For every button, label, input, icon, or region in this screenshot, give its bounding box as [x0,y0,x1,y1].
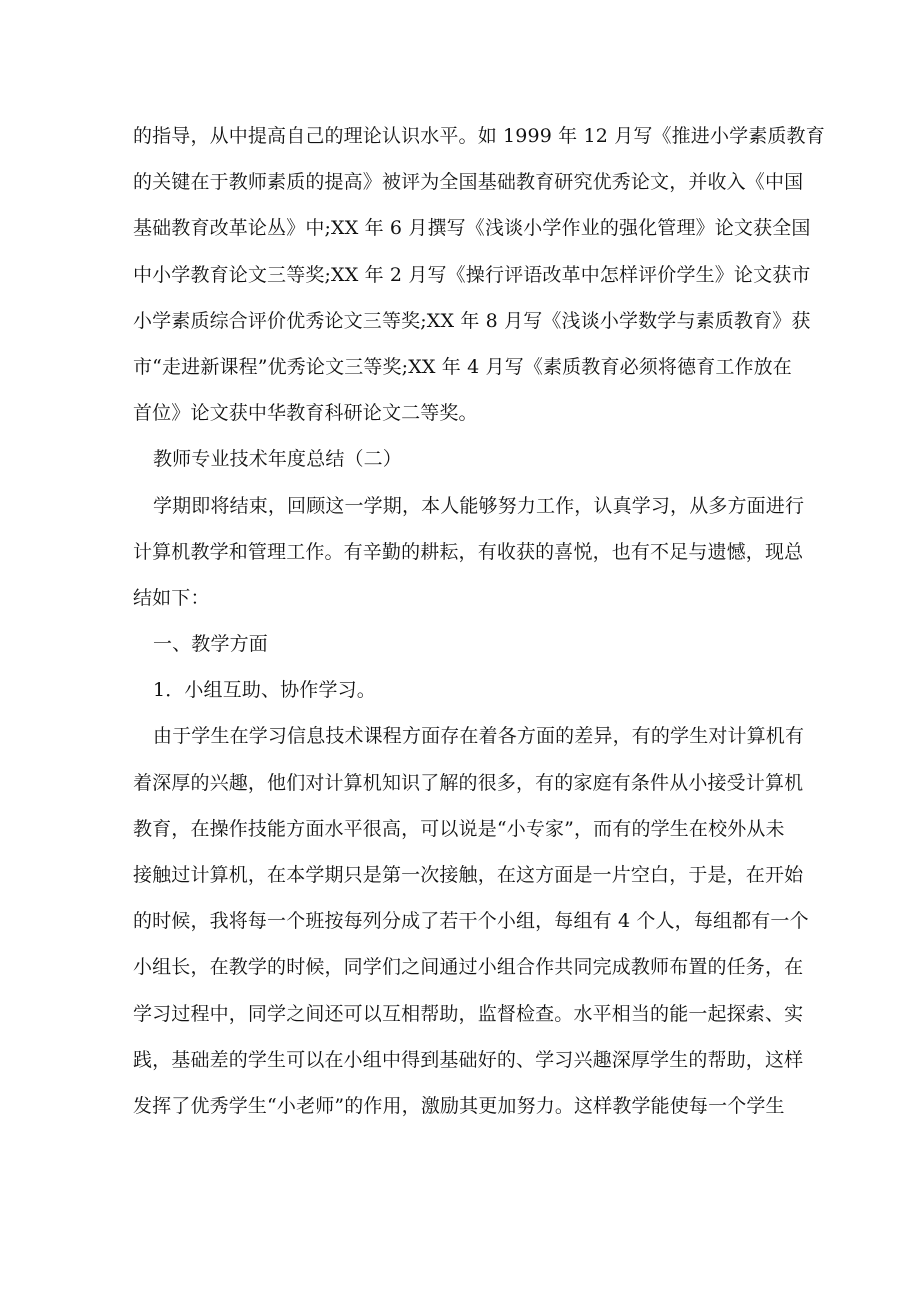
heading-text: 一、教学方面 [153,633,268,656]
text-line: 小组长，在教学的时候，同学们之间通过小组合作共同完成教师布置的任务，在 [133,956,804,979]
text-line: 基础教育改革论丛》中;XX 年 6 月撰写《浅谈小学作业的强化管理》论文获全国 [133,217,811,240]
text-line: 的关键在于教师素质的提高》被评为全国基础教育研究优秀论文，并收入《中国 [133,171,804,194]
text-line: 市“走进新课程”优秀论文三等奖;XX 年 4 月写《素质教育必须将德育工作放在 [133,355,792,378]
text-line: 的指导，从中提高自己的理论认识水平。如 1999 年 12 月写《推进小学素质教育 [133,125,825,147]
text-line: 发挥了优秀学生“小老师”的作用，激励其更加努力。这样教学能使每一个学生 [133,1094,785,1117]
text-line: 小学素质综合评价优秀论文三等奖;XX 年 8 月写《浅谈小学数学与素质教育》获 [133,309,811,332]
section-title-text: 教师专业技术年度总结（二） [153,448,402,471]
text-line: 着深厚的兴趣，他们对计算机知识了解的很多，有的家庭有条件从小接受计算机 [133,771,804,794]
text-line: 学习过程中，同学之间还可以互相帮助，监督检查。水平相当的能一起探索、实 [133,1002,804,1025]
text-line: 接触过计算机，在本学期只是第一次接触，在这方面是一片空白，于是，在开始 [133,864,804,886]
text-line: 计算机教学和管理工作。有辛勤的耕耘，有收获的喜悦，也有不足与遗憾，现总 [133,540,804,563]
paragraph-intro [133,483,805,622]
heading-teaching [133,621,793,667]
text-line: 学期即将结束，回顾这一学期，本人能够努力工作，认真学习，从多方面进行 [153,494,805,517]
text-line: 教育，在操作技能方面水平很高，可以说是“小专家”，而有的学生在校外从未 [133,817,785,840]
text-line: 由于学生在学习信息技术课程方面存在着各方面的差异，有的学生对计算机有 [153,725,805,748]
text-line: 中小学教育论文三等奖;XX 年 2 月写《操行评语改革中怎样评价学生》论文获市 [133,263,811,286]
subheading-text: 1．小组互助、协作学习。 [153,679,376,702]
text-line: 结如下： [133,586,210,609]
text-line: 的时候，我将每一个班按每列分成了若干个小组，每组有 4 个人，每组都有一个 [133,910,809,933]
paragraph-thesis-awards [133,113,825,436]
document-body [133,113,825,1129]
subheading-group-learning [133,667,793,713]
paragraph-group-learning [133,713,809,1129]
text-line: 首位》论文获中华教育科研论文二等奖。 [133,402,478,425]
section-title [133,436,793,482]
text-line: 践，基础差的学生可以在小组中得到基础好的、学习兴趣深厚学生的帮助，这样 [133,1048,804,1071]
